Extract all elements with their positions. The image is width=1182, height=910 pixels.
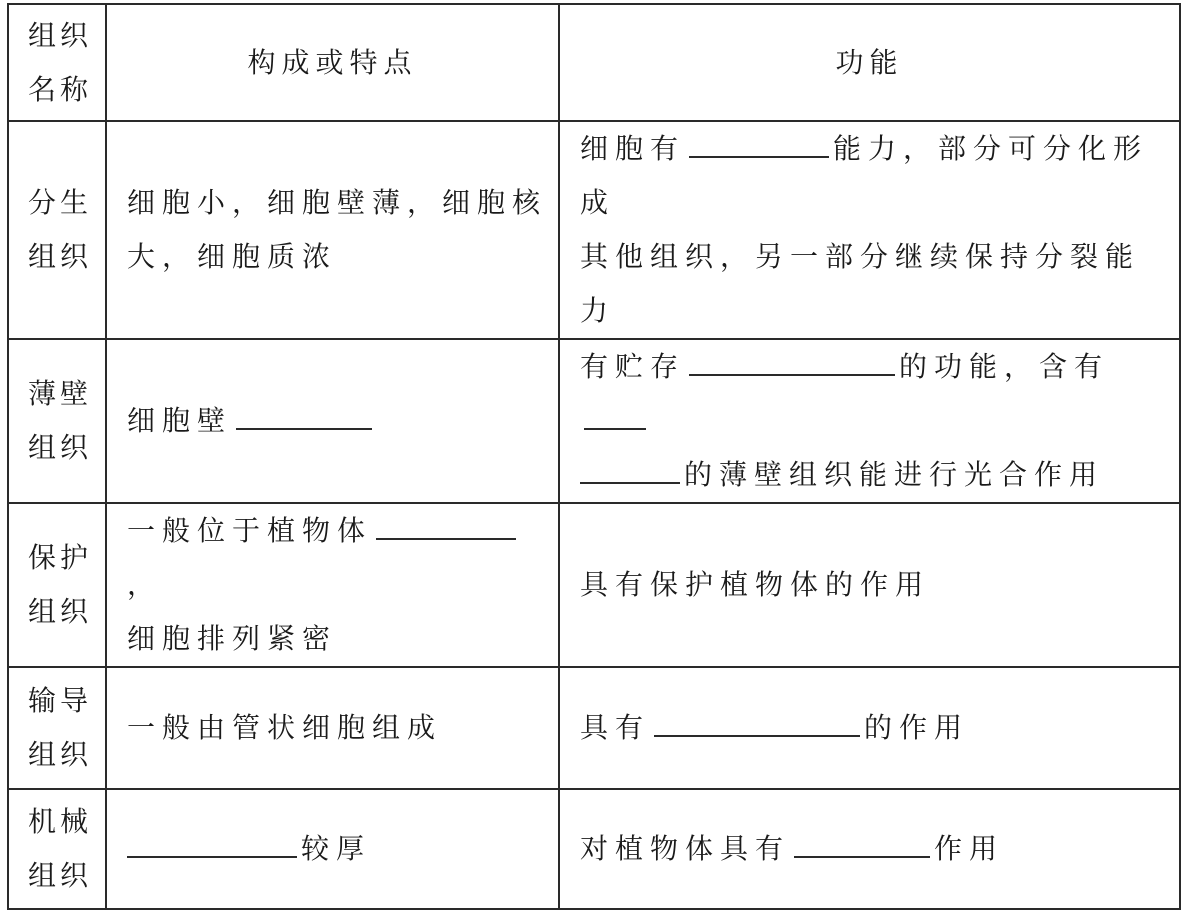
function-text: 具有保护植物体的作用	[580, 568, 931, 601]
function-text-mid: 的功能，含有	[899, 350, 1110, 383]
answer-blank[interactable]	[654, 705, 860, 737]
composition-cell	[106, 503, 559, 667]
composition-cell	[106, 339, 559, 503]
table-row	[8, 789, 1180, 909]
tissue-name-cell	[8, 121, 106, 339]
composition-cell	[106, 789, 559, 909]
header-name-line2: 名称	[27, 72, 92, 106]
table-row	[8, 503, 1180, 667]
header-name-line1: 组织	[27, 18, 92, 52]
composition-line2: 细胞排列紧密	[127, 622, 338, 655]
tissue-name-line2: 组织	[27, 431, 92, 464]
function-text-pre: 具有	[580, 711, 651, 744]
header-composition: 构成或特点	[247, 45, 418, 79]
tissue-name-line2: 组织	[27, 240, 92, 273]
composition-cell	[106, 121, 559, 339]
function-cell	[559, 667, 1180, 789]
function-text-pre: 细胞有	[580, 132, 686, 165]
header-function-cell	[559, 4, 1180, 121]
answer-blank[interactable]	[794, 826, 930, 858]
answer-blank[interactable]	[236, 398, 372, 430]
composition-line1	[127, 504, 550, 612]
tissue-name-line1: 薄壁	[27, 377, 92, 410]
tissue-name-line1: 机械	[27, 805, 92, 838]
tissue-name-cell	[8, 339, 106, 503]
answer-blank[interactable]	[376, 508, 516, 540]
composition-line1: 细胞小，细胞壁薄，细胞核	[127, 186, 548, 219]
composition-text: 一般由管状细胞组成	[127, 711, 443, 744]
table-row	[8, 121, 1180, 339]
table-row	[8, 339, 1180, 503]
function-text-post: 能力，部分可分化形成	[580, 132, 1149, 219]
function-cell	[559, 789, 1180, 909]
function-text-post: 的作用	[864, 711, 970, 744]
function-line1	[580, 122, 1171, 230]
answer-blank-continued	[580, 452, 680, 484]
composition-text-pre: 细胞壁	[127, 404, 233, 437]
tissue-name-cell	[8, 789, 106, 909]
composition-text-post: ，	[127, 568, 163, 601]
answer-blank[interactable]	[127, 826, 297, 858]
composition-text-post: 较厚	[301, 832, 372, 865]
function-text-post: 的薄壁组织能进行光合作用	[684, 458, 1105, 491]
table-header-row	[8, 4, 1180, 121]
header-function: 功能	[835, 45, 904, 79]
function-text-pre: 有贮存	[580, 350, 686, 383]
tissue-name-line1: 保护	[27, 541, 92, 574]
function-cell	[559, 339, 1180, 503]
function-line2: 其他组织，另一部分继续保持分裂能力	[580, 240, 1141, 327]
tissue-name-line1: 输导	[27, 684, 92, 717]
function-cell	[559, 121, 1180, 339]
function-line1	[580, 340, 1171, 448]
header-name-cell	[8, 4, 106, 121]
tissue-name-line2: 组织	[27, 738, 92, 771]
answer-blank[interactable]	[689, 344, 895, 376]
tissue-name-line1: 分生	[27, 186, 92, 219]
function-text-post: 作用	[934, 832, 1005, 865]
tissue-name-line2: 组织	[27, 595, 92, 628]
tissue-name-line2: 组织	[27, 859, 92, 892]
header-composition-cell	[106, 4, 559, 121]
answer-blank[interactable]	[689, 126, 829, 158]
tissue-name-cell	[8, 503, 106, 667]
function-cell	[559, 503, 1180, 667]
function-text-pre: 对植物体具有	[580, 832, 791, 865]
composition-text-pre: 一般位于植物体	[127, 514, 373, 547]
tissue-table	[7, 3, 1181, 910]
function-line2	[580, 448, 1171, 502]
answer-blank[interactable]	[584, 398, 646, 430]
table-row	[8, 667, 1180, 789]
tissue-name-cell	[8, 667, 106, 789]
composition-cell	[106, 667, 559, 789]
composition-line2: 大，细胞质浓	[127, 240, 338, 273]
